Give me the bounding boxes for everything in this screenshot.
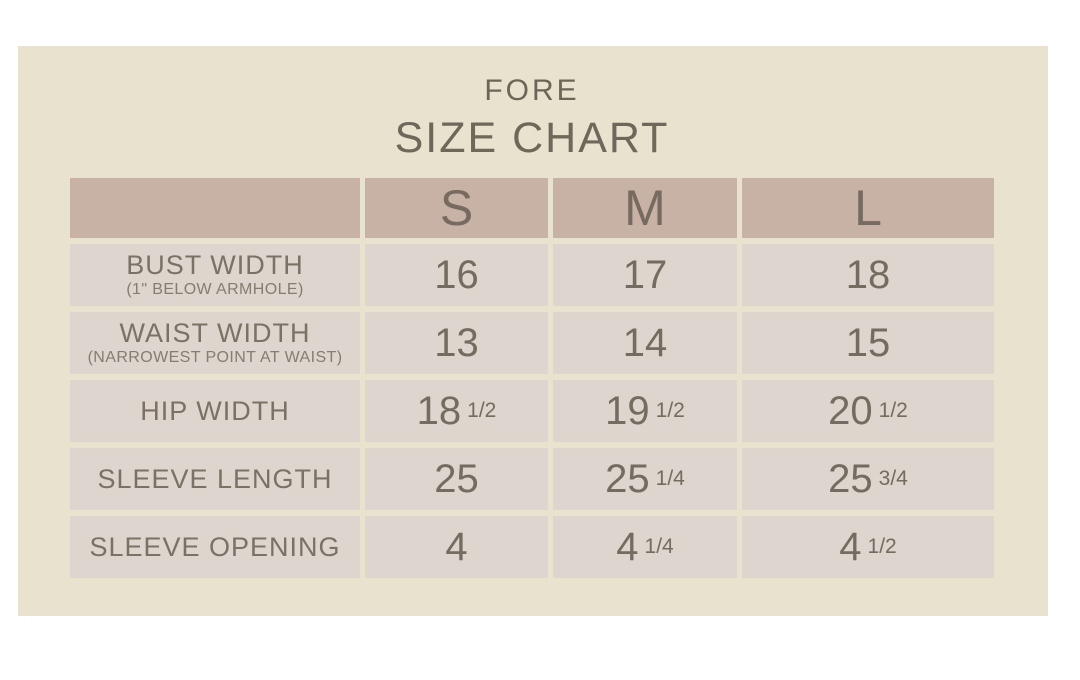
size-value: 17 — [622, 252, 668, 297]
measurement-label-cell — [70, 516, 360, 578]
size-value-cell — [742, 244, 994, 306]
size-column-header-m: M — [553, 178, 737, 238]
size-value-cell — [553, 448, 737, 510]
size-value-fraction: 1/2 — [867, 535, 897, 558]
size-value-cell — [742, 516, 994, 578]
size-value: 16 — [434, 252, 479, 297]
size-value-fraction: 3/4 — [878, 467, 908, 490]
size-value: 18 — [416, 388, 462, 433]
size-value-fraction: 1/4 — [655, 467, 685, 490]
page-title: SIZE CHART — [394, 114, 670, 162]
size-value: 25 — [605, 456, 650, 501]
size-value-cell — [553, 516, 737, 578]
size-value-cell — [553, 244, 737, 306]
size-value-fraction: 1/2 — [467, 399, 497, 422]
brand-title: FORE — [484, 74, 580, 107]
size-value-cell — [742, 448, 994, 510]
measurement-label: SLEEVE LENGTH — [97, 463, 333, 494]
measurement-label: HIP WIDTH — [140, 395, 290, 426]
size-column-header-l: L — [742, 178, 994, 238]
size-value-cell — [365, 448, 548, 510]
size-value: 4 — [839, 524, 862, 569]
size-value: 18 — [845, 252, 891, 297]
size-value-fraction: 1/2 — [655, 399, 685, 422]
size-chart-card — [18, 46, 1048, 616]
size-value-cell — [742, 312, 994, 374]
size-table — [70, 178, 994, 578]
size-value-cell — [365, 312, 548, 374]
size-value: 20 — [828, 388, 873, 433]
size-value: 15 — [845, 320, 891, 365]
size-value: 25 — [434, 456, 479, 501]
measurement-label: BUST WIDTH — [126, 250, 304, 281]
size-value-fraction: 1/2 — [878, 399, 908, 422]
size-value-cell — [365, 244, 548, 306]
size-value: 4 — [616, 524, 639, 569]
size-value: 14 — [622, 320, 668, 365]
size-value-cell — [365, 516, 548, 578]
size-value: 13 — [434, 320, 479, 365]
measurement-label-cell — [70, 380, 360, 442]
size-value: 25 — [828, 456, 873, 501]
measurement-label-cell — [70, 244, 360, 306]
size-value-cell — [742, 380, 994, 442]
measurement-sublabel: (1" BELOW ARMHOLE) — [126, 280, 304, 298]
size-value-fraction: 1/4 — [644, 535, 674, 558]
size-value-cell — [553, 312, 737, 374]
size-value-cell — [365, 380, 548, 442]
measurement-label-cell — [70, 448, 360, 510]
measurement-label-cell — [70, 312, 360, 374]
size-value: 4 — [445, 524, 468, 569]
table-corner-cell — [70, 178, 360, 238]
size-value-cell — [553, 380, 737, 442]
size-column-header-s: S — [365, 178, 548, 238]
measurement-label: SLEEVE OPENING — [89, 531, 341, 562]
measurement-sublabel: (NARROWEST POINT AT WAIST) — [87, 348, 343, 366]
measurement-label: WAIST WIDTH — [119, 318, 311, 349]
size-value: 19 — [605, 388, 650, 433]
